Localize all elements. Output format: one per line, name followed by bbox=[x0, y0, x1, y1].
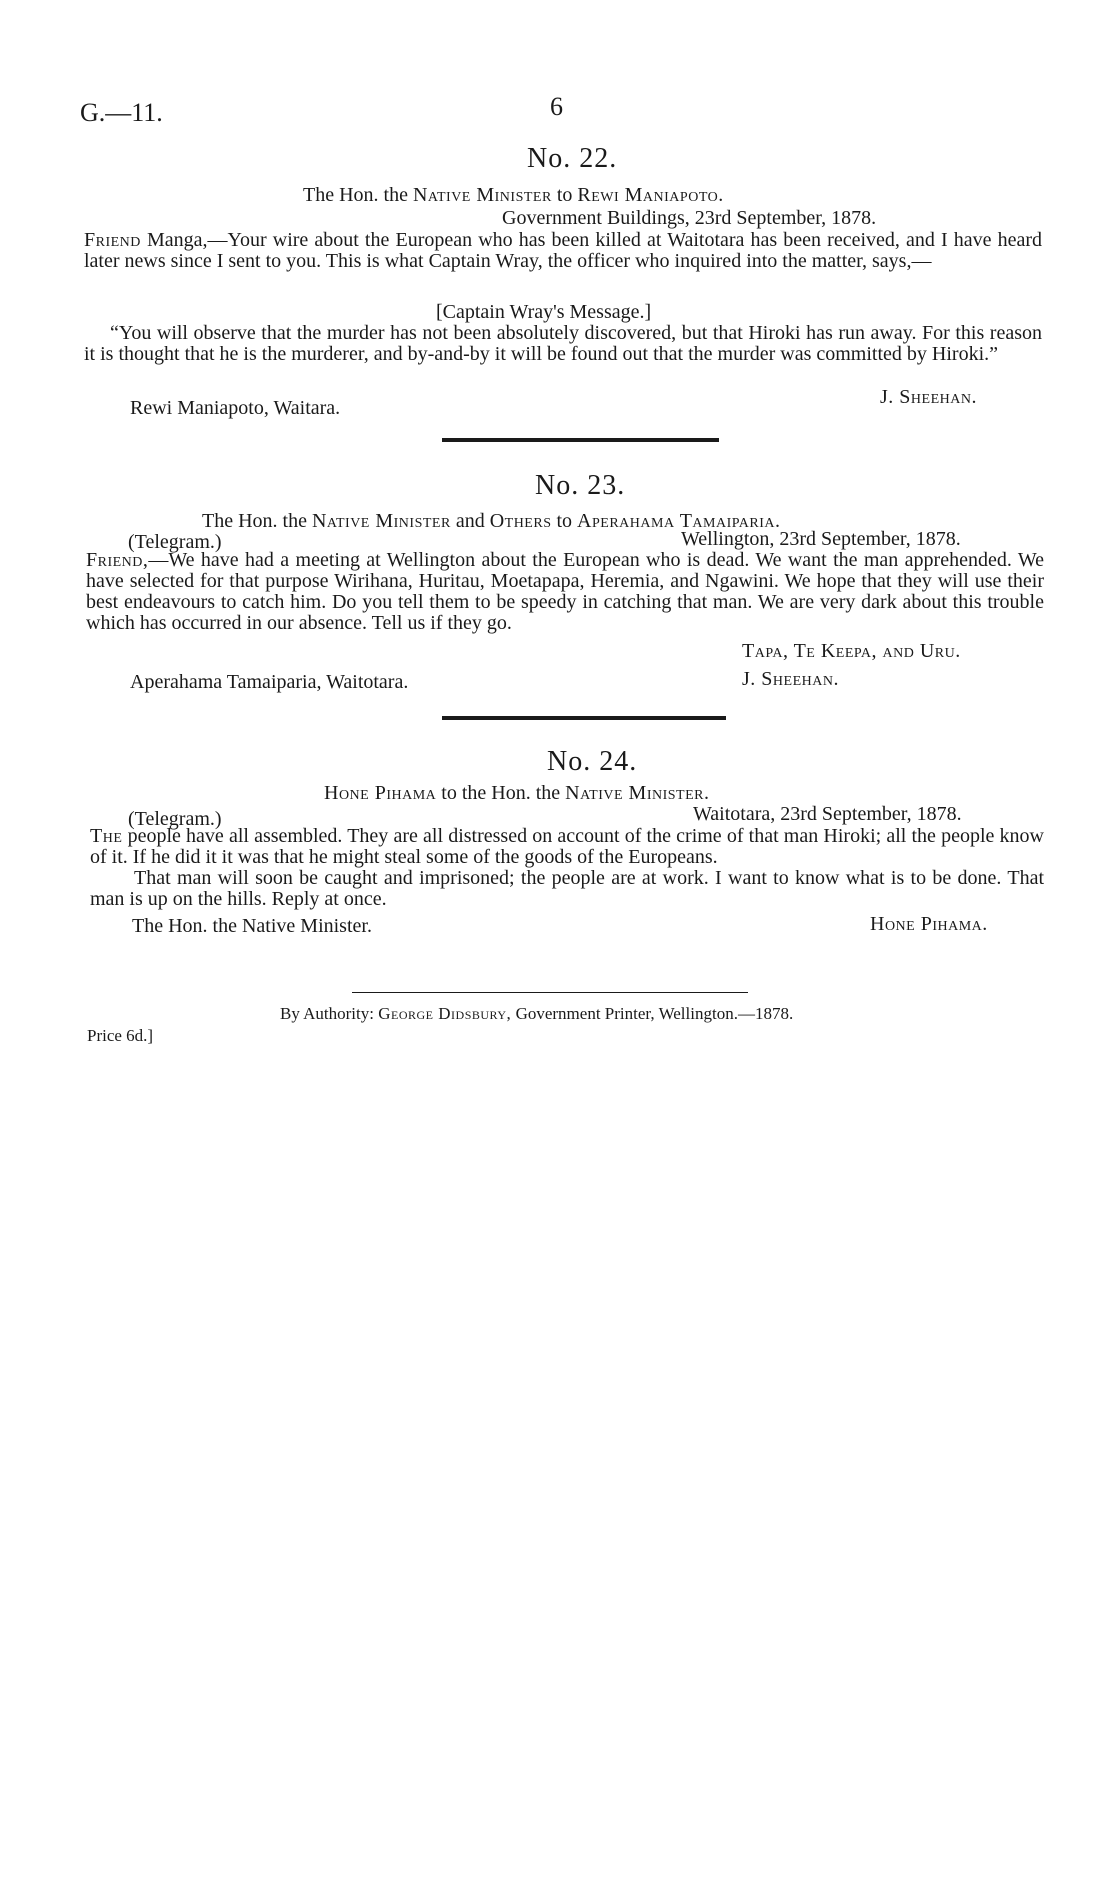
section-23-signature-2: J. Sheehan. bbox=[742, 668, 839, 690]
section-23-body bbox=[86, 550, 1044, 634]
section-23-number: No. 23. bbox=[535, 470, 626, 501]
section-23-place-date: Wellington, 23rd September, 1878. bbox=[681, 528, 961, 550]
printer-name: George Didsbury, bbox=[378, 1004, 512, 1023]
title-from: Hone Pihama bbox=[324, 782, 437, 804]
section-23-telegram: (Telegram.) bbox=[128, 531, 222, 553]
section-22-title bbox=[303, 184, 724, 207]
section-23-addressee: Aperahama Tamaiparia, Waitotara. bbox=[130, 671, 409, 693]
section-22-bracket-note: [Captain Wray's Message.] bbox=[436, 301, 652, 323]
printer-rest: Government Printer, Wellington.—1878. bbox=[515, 1004, 794, 1023]
section-22-number: No. 22. bbox=[527, 143, 618, 174]
authority-prefix: By Authority: bbox=[280, 1004, 374, 1023]
title-from: Native Minister bbox=[412, 184, 552, 206]
title-and: and bbox=[455, 510, 485, 532]
page-number: 6 bbox=[550, 92, 563, 121]
section-24-addressee: The Hon. the Native Minister. bbox=[132, 915, 372, 937]
body-text: —We have had a meeting at Wellington about the European who is dead. We want the man apprehended. We have selected for that purpose Wirihana, Huritau, Moetapapa, Heremia, and Ngawini. We hope that they will use their best endeavours to catch him. Do you tell them to be speedy in catching that man. We are very dark about this trouble which has occurred in our absence. Tell us if they go. bbox=[86, 549, 1044, 634]
title-to: Native Minister. bbox=[565, 782, 710, 804]
title-to-word: to the Hon. the bbox=[441, 782, 561, 804]
title-prefix: The Hon. the bbox=[303, 184, 408, 206]
section-22-place-date: Government Buildings, 23rd September, 1878. bbox=[502, 207, 877, 229]
series-label: G.—11. bbox=[80, 98, 163, 127]
section-22-addressee: Rewi Maniapoto, Waitara. bbox=[130, 397, 341, 419]
section-22-signature: J. Sheehan. bbox=[880, 386, 977, 408]
section-24-telegram: (Telegram.) bbox=[128, 808, 222, 830]
title-to-word: to bbox=[556, 184, 573, 206]
section-24-title bbox=[324, 782, 709, 805]
body-text: Manga,—Your wire about the European who has been killed at Waitotara has been received, and I have heard later news since I sent to you. This is what Captain Wray, the officer who inquired into the matter, says,— bbox=[84, 229, 1043, 272]
section-23-signature-1: Tapa, Te Keepa, and Uru. bbox=[742, 640, 961, 662]
section-divider-2 bbox=[442, 716, 726, 720]
title-to: Aperahama Tamaiparia. bbox=[577, 510, 781, 532]
section-24-place-date: Waitotara, 23rd September, 1878. bbox=[693, 803, 962, 825]
section-24-body-1 bbox=[90, 826, 1044, 868]
title-others: Others bbox=[489, 510, 552, 532]
section-24-body-2: That man will soon be caught and imprisoned; the people are at work. I want to know what is to be done. That man is up on the hills. Reply at once. bbox=[90, 867, 1044, 910]
salutation: Friend, bbox=[86, 549, 149, 571]
section-24-number: No. 24. bbox=[547, 746, 638, 777]
title-to: Rewi Maniapoto. bbox=[577, 184, 724, 206]
section-24-signature: Hone Pihama. bbox=[870, 913, 988, 935]
salutation: The bbox=[90, 825, 123, 847]
section-22-body-2: “You will observe that the murder has not been absolutely discovered, but that Hiroki has run away. For this reason it is thought that he is the murderer, and by-and-by it will be found out that the murder was committed by Hiroki.” bbox=[84, 322, 1042, 365]
title-prefix: The Hon. the bbox=[202, 510, 307, 532]
printer-line bbox=[280, 1004, 793, 1024]
title-to-word: to bbox=[556, 510, 573, 532]
section-22-body-1 bbox=[84, 230, 1042, 272]
section-divider-1 bbox=[442, 438, 719, 442]
body-text: people have all assembled. They are all distressed on account of the crime of that man Hiroki; all the people know of it. If he did it it was that he might steal some of the goods of the Europeans. bbox=[90, 825, 1044, 868]
price-label: Price 6d.] bbox=[87, 1026, 154, 1045]
footer-divider bbox=[352, 992, 748, 993]
salutation: Friend bbox=[84, 229, 141, 251]
title-from: Native Minister bbox=[311, 510, 451, 532]
